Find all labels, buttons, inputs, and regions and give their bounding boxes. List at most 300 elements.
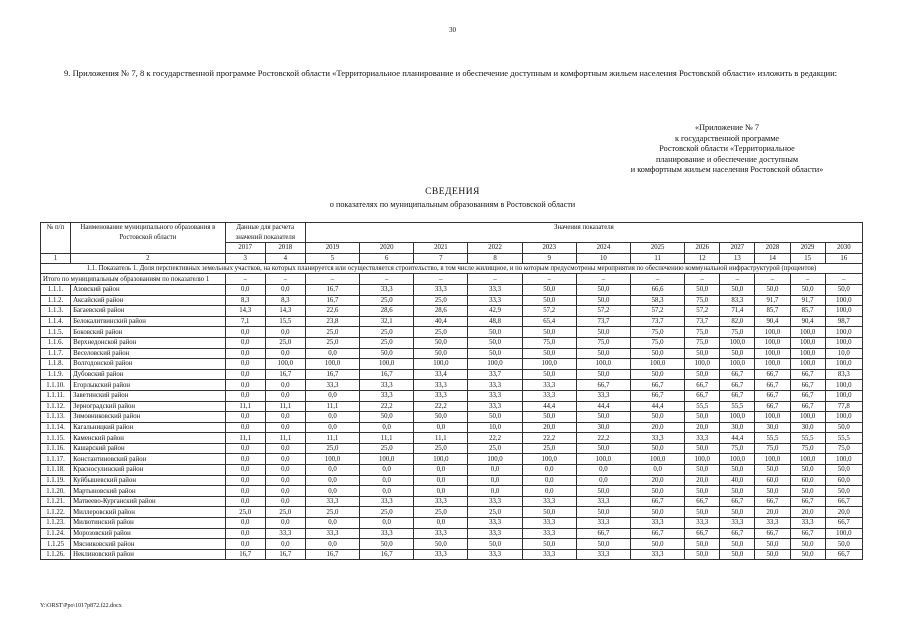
indicator-value: 50,0	[360, 348, 414, 359]
section-row	[41, 263, 863, 274]
indicator-value: 75,0	[685, 327, 720, 338]
indicator-value: 33,3	[305, 528, 359, 539]
table-row	[41, 465, 863, 476]
indicator-value: 0,0	[225, 337, 265, 348]
indicator-value: 75,0	[720, 443, 755, 454]
indicator-value: 66,7	[825, 549, 862, 560]
indicator-value: 57,2	[576, 306, 630, 317]
row-number: 1.1.13.	[41, 412, 71, 423]
indicator-value: 0,0	[265, 496, 305, 507]
indicator-value: 8,3	[225, 295, 265, 306]
indicator-value: 16,7	[360, 369, 414, 380]
indicator-value: 66,7	[685, 496, 720, 507]
indicator-value: 0,0	[225, 380, 265, 391]
indicator-value: 0,0	[265, 539, 305, 550]
district-name: Веселовский район	[71, 348, 226, 359]
header-values: Значения показателя	[305, 223, 862, 243]
indicator-value: 100,0	[414, 454, 468, 465]
table-row	[41, 401, 863, 412]
indicator-value: 48,8	[468, 316, 522, 327]
indicator-value: 16,7	[225, 549, 265, 560]
indicator-value: 14,3	[265, 306, 305, 317]
indicator-value: 100,0	[790, 348, 825, 359]
indicator-value: 16,7	[305, 369, 359, 380]
indicator-value: 30,0	[790, 422, 825, 433]
indicator-value: 0,0	[225, 528, 265, 539]
indicator-value: 33,4	[414, 369, 468, 380]
indicator-value: 0,0	[468, 465, 522, 476]
header-no: № п/п	[41, 223, 71, 254]
indicator-value: 100,0	[576, 454, 630, 465]
table-row	[41, 348, 863, 359]
indicator-value: 0,0	[265, 284, 305, 295]
intro-paragraph: 9. Приложения № 7, 8 к государственной программе Ростовской области «Территориальное планирование и обеспечение доступным и комфортным жильем населения Ростовской области» изложить в редакции:	[64, 68, 838, 78]
table-row	[41, 518, 863, 529]
indicator-value: 83,3	[825, 369, 862, 380]
indicator-value: 0,0	[360, 486, 414, 497]
indicator-value: 90,4	[755, 316, 790, 327]
indicator-value: 58,3	[631, 295, 685, 306]
indicator-value: 66,7	[720, 380, 755, 391]
indicator-value: 33,3	[631, 549, 685, 560]
district-name: Константиновский район	[71, 454, 226, 465]
indicator-value: 20,0	[685, 475, 720, 486]
year-header: 2027	[720, 243, 755, 254]
column-index: 3	[225, 253, 265, 263]
indicator-value: 50,0	[468, 337, 522, 348]
district-name: Мартыновский район	[71, 486, 226, 497]
table-row	[41, 306, 863, 317]
table-row	[41, 486, 863, 497]
indicator-value: 0,0	[631, 465, 685, 476]
indicator-value: 16,7	[360, 549, 414, 560]
indicator-value: 100,0	[414, 359, 468, 370]
indicator-value: 50,0	[755, 486, 790, 497]
indicator-value: 33,3	[631, 433, 685, 444]
district-name: Куйбышевский район	[71, 475, 226, 486]
row-number: 1.1.14.	[41, 422, 71, 433]
indicator-value: 33,3	[522, 390, 576, 401]
indicator-value: 75,0	[685, 337, 720, 348]
indicator-value: 11,1	[414, 433, 468, 444]
indicator-value: 60,0	[755, 475, 790, 486]
indicator-value: 0,0	[265, 348, 305, 359]
indicator-value: 50,0	[720, 348, 755, 359]
indicator-value: 10,0	[825, 348, 862, 359]
indicator-value: 75,0	[631, 337, 685, 348]
indicator-value: 11,1	[305, 401, 359, 412]
indicator-value: 25,0	[265, 337, 305, 348]
indicator-value: 100,0	[790, 359, 825, 370]
indicator-value: 55,5	[825, 433, 862, 444]
indicator-value: 75,0	[576, 337, 630, 348]
row-number: 1.1.26.	[41, 549, 71, 560]
indicator-value: 100,0	[790, 454, 825, 465]
indicator-value: 71,4	[720, 306, 755, 317]
indicator-value: 66,7	[685, 380, 720, 391]
indicator-value: 100,0	[790, 327, 825, 338]
document-subtitle: о показателях по муниципальным образованиям в Ростовской области	[329, 200, 576, 209]
indicator-value: 50,0	[685, 443, 720, 454]
year-header: 2024	[576, 243, 630, 254]
indicator-value: 50,0	[576, 369, 630, 380]
row-number: 1.1.7.	[41, 348, 71, 359]
indicator-value: 50,0	[360, 412, 414, 423]
indicator-value: 0,0	[305, 422, 359, 433]
indicator-value: 66,6	[631, 284, 685, 295]
indicator-value: 25,0	[305, 337, 359, 348]
table-row	[41, 496, 863, 507]
indicator-value: 50,0	[576, 507, 630, 518]
row-number: 1.1.21.	[41, 496, 71, 507]
indicator-value: 50,0	[522, 369, 576, 380]
indicator-value: 66,7	[755, 401, 790, 412]
indicator-value: 100,0	[755, 412, 790, 423]
indicator-value: 73,7	[631, 316, 685, 327]
indicator-value: 0,0	[225, 390, 265, 401]
indicator-value: 0,0	[225, 348, 265, 359]
indicator-value: 55,5	[790, 433, 825, 444]
appendix-line: к государственной программе	[674, 133, 780, 143]
year-header: 2017	[225, 243, 265, 254]
indicator-value: 50,0	[522, 539, 576, 550]
indicator-value: 16,7	[305, 295, 359, 306]
indicator-value: 0,0	[265, 454, 305, 465]
table-row	[41, 284, 863, 295]
total-value: –	[522, 274, 576, 285]
indicator-value: 50,0	[825, 486, 862, 497]
indicator-value: 25,0	[468, 443, 522, 454]
indicator-value: 25,0	[305, 507, 359, 518]
indicator-value: 40,0	[720, 475, 755, 486]
district-name: Белокалитвинский район	[71, 316, 226, 327]
indicator-value: 0,0	[225, 518, 265, 529]
indicator-value: 50,0	[720, 539, 755, 550]
table-row	[41, 433, 863, 444]
indicator-value: 100,0	[825, 412, 862, 423]
indicator-value: 0,0	[265, 443, 305, 454]
row-number: 1.1.4.	[41, 316, 71, 327]
indicator-value: 55,5	[685, 401, 720, 412]
indicator-value: 57,2	[631, 306, 685, 317]
indicator-value: 50,0	[414, 337, 468, 348]
total-value: –	[225, 274, 265, 285]
row-number: 1.1.9.	[41, 369, 71, 380]
indicator-value: 50,0	[468, 327, 522, 338]
indicator-value: 100,0	[720, 337, 755, 348]
indicator-value: 83,3	[720, 295, 755, 306]
indicator-value: 66,7	[790, 401, 825, 412]
row-number: 1.1.10.	[41, 380, 71, 391]
indicator-value: 8,3	[265, 295, 305, 306]
indicator-value: 100,0	[360, 454, 414, 465]
row-number: 1.1.24.	[41, 528, 71, 539]
indicator-value: 82,0	[720, 316, 755, 327]
year-header: 2030	[825, 243, 862, 254]
indicator-value: 15,5	[265, 316, 305, 327]
column-index: 15	[790, 253, 825, 263]
indicator-value: 33,3	[468, 284, 522, 295]
year-header: 2026	[685, 243, 720, 254]
indicator-value: 0,0	[225, 284, 265, 295]
indicator-value: 33,3	[522, 496, 576, 507]
indicator-value: 33,3	[576, 549, 630, 560]
district-name: Боковский район	[71, 327, 226, 338]
row-number: 1.1.1.	[41, 284, 71, 295]
indicator-value: 20,0	[522, 422, 576, 433]
indicator-value: 33,3	[360, 528, 414, 539]
row-number: 1.1.3.	[41, 306, 71, 317]
indicator-value: 50,0	[790, 539, 825, 550]
indicator-value: 33,3	[468, 549, 522, 560]
indicator-value: 33,3	[522, 528, 576, 539]
indicator-value: 33,3	[414, 284, 468, 295]
indicator-value: 0,0	[305, 348, 359, 359]
district-name: Заветинский район	[71, 390, 226, 401]
indicator-value: 0,0	[576, 475, 630, 486]
row-number: 1.1.19.	[41, 475, 71, 486]
table-row	[41, 549, 863, 560]
indicator-value: 22,2	[576, 433, 630, 444]
indicator-value: 20,0	[755, 507, 790, 518]
indicator-value: 50,0	[576, 284, 630, 295]
row-number: 1.1.23.	[41, 518, 71, 529]
indicator-value: 0,0	[225, 539, 265, 550]
indicator-value: 0,0	[305, 539, 359, 550]
indicator-value: 33,3	[631, 518, 685, 529]
indicator-value: 0,0	[225, 486, 265, 497]
header-name: Наименование муниципального образования в Ростовской области	[71, 223, 226, 254]
indicator-value: 0,0	[360, 518, 414, 529]
indicator-value: 30,0	[720, 422, 755, 433]
indicator-value: 100,0	[825, 454, 862, 465]
indicator-value: 11,1	[265, 433, 305, 444]
indicator-value: 66,7	[790, 496, 825, 507]
indicator-value: 66,7	[685, 390, 720, 401]
indicator-value: 50,0	[576, 486, 630, 497]
indicator-value: 25,0	[414, 327, 468, 338]
district-name: Егорлыкский район	[71, 380, 226, 391]
indicator-value: 66,7	[755, 380, 790, 391]
indicator-value: 100,0	[522, 359, 576, 370]
table-row	[41, 369, 863, 380]
indicator-value: 100,0	[720, 359, 755, 370]
column-index: 16	[825, 253, 862, 263]
indicator-value: 50,0	[414, 412, 468, 423]
indicator-value: 0,0	[414, 465, 468, 476]
indicator-value: 0,0	[414, 518, 468, 529]
indicator-value: 33,3	[360, 496, 414, 507]
indicator-value: 55,5	[755, 433, 790, 444]
indicator-value: 100,0	[522, 454, 576, 465]
column-index: 8	[468, 253, 522, 263]
indicator-value: 30,0	[755, 422, 790, 433]
indicator-value: 50,0	[631, 443, 685, 454]
file-path-footer: Y:\ORST\Ppo\1017p872.f22.docx	[40, 603, 122, 609]
district-name: Зимовниковский район	[71, 412, 226, 423]
indicator-value: 20,0	[631, 422, 685, 433]
indicator-value: 16,7	[305, 549, 359, 560]
indicator-value: 25,0	[414, 295, 468, 306]
total-value: –	[576, 274, 630, 285]
indicator-value: 11,1	[305, 433, 359, 444]
indicator-value: 33,3	[414, 380, 468, 391]
indicator-value: 11,1	[225, 433, 265, 444]
indicator-value: 50,0	[825, 465, 862, 476]
indicator-value: 0,0	[265, 380, 305, 391]
row-number: 1.1.5.	[41, 327, 71, 338]
total-row	[41, 274, 863, 285]
indicator-value: 66,7	[576, 528, 630, 539]
indicator-value: 16,7	[265, 549, 305, 560]
indicator-value: 0,0	[522, 486, 576, 497]
indicator-value: 33,3	[360, 284, 414, 295]
indicator-value: 0,0	[305, 518, 359, 529]
table-row	[41, 327, 863, 338]
indicator-value: 16,7	[265, 369, 305, 380]
indicator-value: 0,0	[414, 475, 468, 486]
indicator-value: 66,7	[720, 369, 755, 380]
district-name: Миллеровский район	[71, 507, 226, 518]
indicator-value: 33,3	[576, 390, 630, 401]
row-number: 1.1.2.	[41, 295, 71, 306]
indicator-value: 57,2	[685, 306, 720, 317]
indicator-value: 0,0	[225, 496, 265, 507]
indicator-value: 50,0	[522, 348, 576, 359]
indicator-value: 0,0	[265, 390, 305, 401]
indicator-value: 60,0	[825, 475, 862, 486]
table-row	[41, 337, 863, 348]
column-index: 4	[265, 253, 305, 263]
indicator-value: 50,0	[720, 549, 755, 560]
row-number: 1.1.22.	[41, 507, 71, 518]
indicator-value: 75,0	[631, 327, 685, 338]
indicator-value: 50,0	[825, 539, 862, 550]
indicator-value: 100,0	[825, 295, 862, 306]
indicator-value: 50,0	[468, 412, 522, 423]
district-name: Матвеево-Курганский район	[71, 496, 226, 507]
indicator-value: 100,0	[755, 348, 790, 359]
indicator-value: 33,3	[576, 518, 630, 529]
district-name: Неклиновский район	[71, 549, 226, 560]
indicator-value: 33,7	[468, 369, 522, 380]
indicator-value: 20,0	[790, 507, 825, 518]
indicator-value: 73,7	[685, 316, 720, 327]
indicator-value: 66,7	[790, 390, 825, 401]
year-header: 2025	[631, 243, 685, 254]
indicator-value: 75,0	[825, 443, 862, 454]
indicator-value: 32,1	[360, 316, 414, 327]
year-header: 2023	[522, 243, 576, 254]
table-row	[41, 380, 863, 391]
row-number: 1.1.25	[41, 539, 71, 550]
total-value: –	[685, 274, 720, 285]
indicator-value: 50,0	[720, 486, 755, 497]
indicator-value: 0,0	[225, 422, 265, 433]
indicator-value: 50,0	[685, 549, 720, 560]
total-value: –	[755, 274, 790, 285]
indicator-value: 50,0	[576, 295, 630, 306]
total-value: –	[825, 274, 862, 285]
column-index: 11	[631, 253, 685, 263]
indicator-value: 33,3	[360, 390, 414, 401]
indicator-value: 22,2	[414, 401, 468, 412]
indicator-value: 0,0	[522, 465, 576, 476]
indicator-value: 0,0	[414, 486, 468, 497]
appendix-line: Ростовской области «Территориальное	[659, 144, 795, 154]
district-name: Багаевский район	[71, 306, 226, 317]
indicator-value: 66,7	[685, 528, 720, 539]
indicator-value: 75,0	[790, 443, 825, 454]
district-name: Красносулинский район	[71, 465, 226, 476]
indicator-value: 100,0	[468, 454, 522, 465]
indicator-value: 50,0	[685, 486, 720, 497]
indicator-value: 50,0	[755, 539, 790, 550]
indicator-value: 50,0	[631, 369, 685, 380]
indicator-value: 75,0	[685, 295, 720, 306]
indicator-value: 0,0	[225, 454, 265, 465]
indicator-value: 66,7	[825, 496, 862, 507]
indicator-value: 50,0	[522, 507, 576, 518]
indicator-value: 25,0	[522, 443, 576, 454]
appendix-line: и комфортным жильем населения Ростовской области»	[630, 165, 824, 175]
indicator-value: 100,0	[305, 454, 359, 465]
indicator-value: 100,0	[685, 359, 720, 370]
indicator-value: 100,0	[265, 359, 305, 370]
indicator-value: 28,6	[360, 306, 414, 317]
indicator-value: 100,0	[720, 412, 755, 423]
district-name: Азовский район	[71, 284, 226, 295]
indicator-value: 11,1	[225, 401, 265, 412]
year-header: 2020	[360, 243, 414, 254]
indicator-value: 25,0	[414, 507, 468, 518]
indicator-value: 33,3	[720, 518, 755, 529]
indicator-value: 100,0	[685, 454, 720, 465]
indicator-value: 50,0	[755, 284, 790, 295]
indicator-value: 50,0	[360, 539, 414, 550]
row-number: 1.1.8.	[41, 359, 71, 370]
indicator-value: 0,0	[360, 465, 414, 476]
indicator-value: 33,3	[414, 528, 468, 539]
indicator-value: 50,0	[790, 486, 825, 497]
indicator-value: 66,7	[755, 390, 790, 401]
district-name: Кашарский район	[71, 443, 226, 454]
district-name: Морозовский район	[71, 528, 226, 539]
indicator-value: 33,3	[414, 496, 468, 507]
indicator-value: 0,0	[265, 327, 305, 338]
indicator-value: 91,7	[755, 295, 790, 306]
indicator-value: 50,0	[720, 507, 755, 518]
indicator-value: 66,7	[755, 369, 790, 380]
year-header: 2018	[265, 243, 305, 254]
indicator-value: 0,0	[225, 465, 265, 476]
indicator-value: 25,0	[225, 507, 265, 518]
table-row	[41, 507, 863, 518]
total-value: –	[790, 274, 825, 285]
district-name: Каменский район	[71, 433, 226, 444]
indicator-value: 100,0	[576, 359, 630, 370]
indicator-value: 20,0	[685, 422, 720, 433]
indicator-value: 100,0	[720, 454, 755, 465]
indicator-value: 0,0	[265, 486, 305, 497]
indicator-value: 50,0	[825, 284, 862, 295]
indicator-value: 16,7	[305, 284, 359, 295]
indicator-value: 66,7	[631, 528, 685, 539]
appendix-header	[597, 123, 857, 176]
indicator-value: 44,4	[576, 401, 630, 412]
row-number: 1.1.11.	[41, 390, 71, 401]
indicator-value: 73,7	[576, 316, 630, 327]
